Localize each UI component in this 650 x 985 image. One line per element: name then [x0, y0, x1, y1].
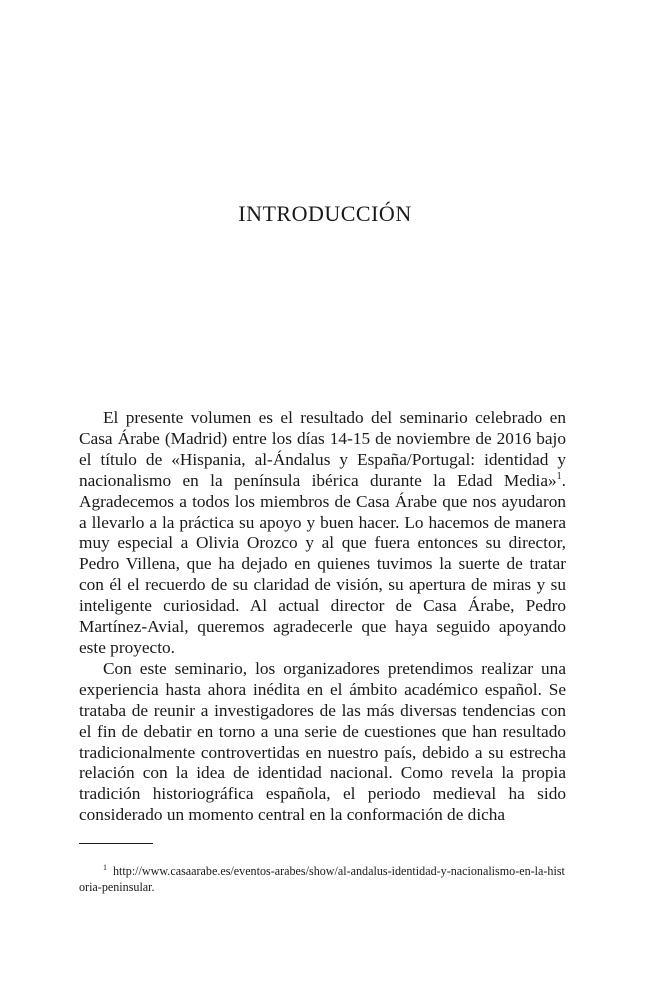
body-text [79, 408, 566, 826]
footnote-number: 1 [103, 862, 107, 872]
page-title: INTRODUCCIÓN [238, 201, 412, 226]
paragraph-2: Con este seminario, los organizadores pretendimos realizar una experiencia hasta ahora inédita en el ámbito académico español. Se trataba de reunir a investigadores de las más diversas tendencias con el fin de debatir en torno a una serie de cuestiones que han resultado tradicionalmente controvertidas en nuestro país, debido a su estrecha relación con la idea de identidad nacional. Como revela la propia tradición historiográfica española, el periodo medieval ha sido considerado un momento central en la conformación de dicha [79, 658, 566, 825]
footnote-reference[interactable]: 1 [556, 470, 562, 482]
footnote-1 [79, 863, 566, 895]
paragraph-1-text-before-note: El presente volumen es el resultado del seminario celebrado en Casa Árabe (Madrid) entre los días 14-15 de noviembre de 2016 bajo el título de «Hispania, al-Ándalus y España/Portugal: identidad y nacionalismo en la península ibérica durante la Edad Media» [79, 408, 566, 490]
footnote-separator [79, 843, 153, 844]
footnote-url[interactable]: http://www.casaarabe.es/eventos-arabes/show/al-andalus-identidad-y-nacionalismo-en-la-historia-peninsular. [79, 864, 565, 894]
paragraph-1 [79, 408, 566, 659]
paragraph-1-text-after-note: . Agradecemos a todos los miembros de Casa Árabe que nos ayudaron a llevarlo a la práctica su apoyo y buen hacer. Lo hacemos de manera muy especial a Olivia Orozco y al que fuera entonces su director, Pedro Villena, que ha dejado en quienes tuvimos la suerte de tratar con él el recuerdo de su claridad de visión, su apertura de miras y su inteligente curiosidad. Al actual director de Casa Árabe, Pedro Martínez-Avial, queremos agradecerle que haya seguido apoyando este proyecto. [79, 470, 566, 657]
